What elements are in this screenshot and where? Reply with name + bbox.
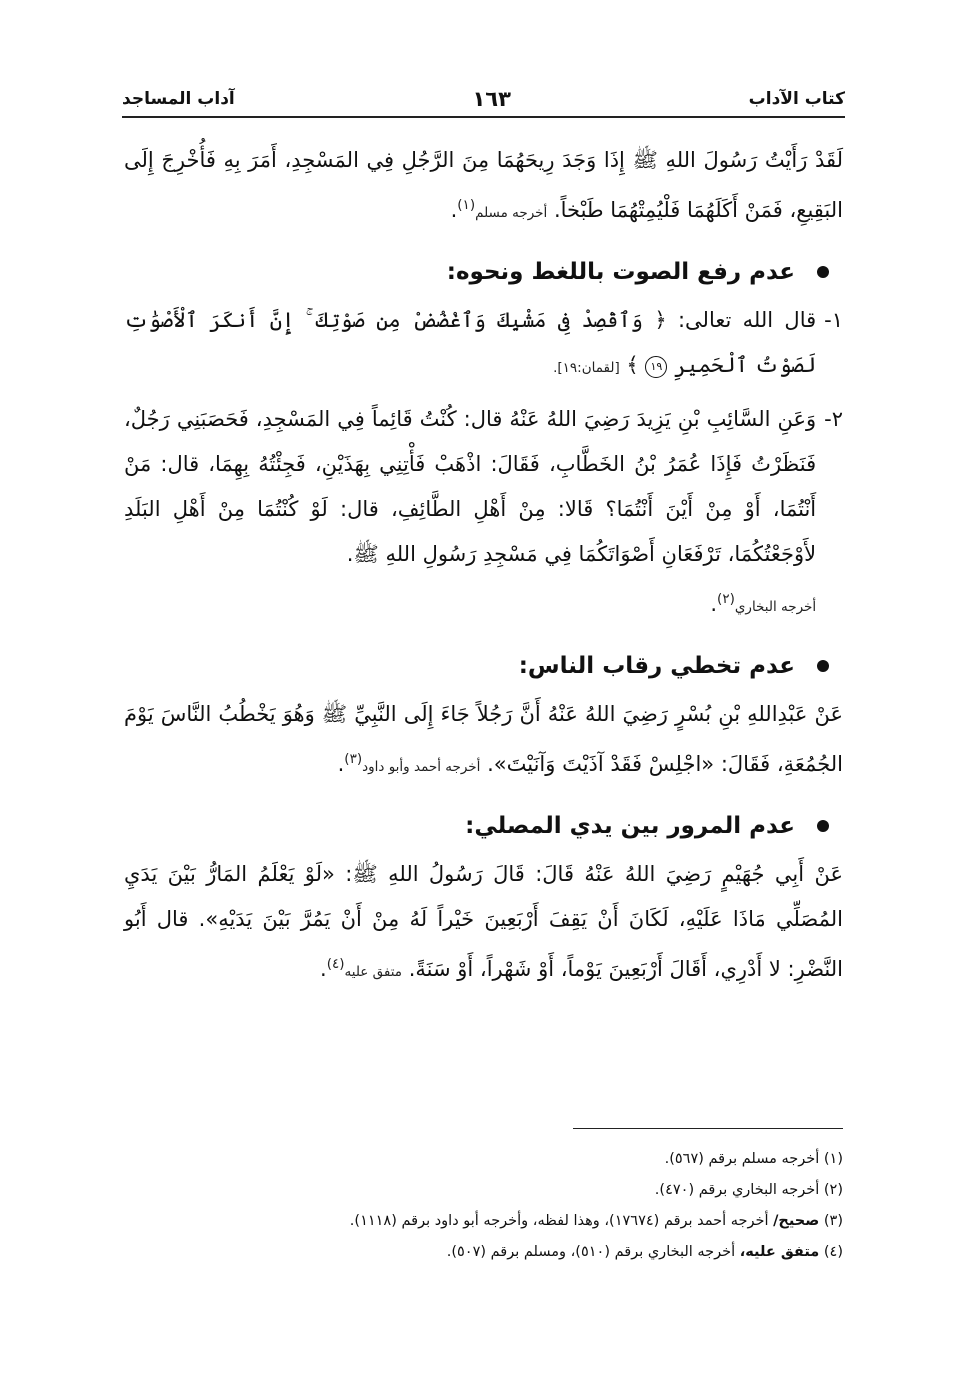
main-text [124, 138, 843, 995]
continued-paragraph: لَقَدْ رَأَيْتُ رَسُولَ اللهِ ﷺ إِذَا وَجَدَ رِيحَهُمَا مِنَ الرَّجُلِ فِي المَسْجِدِ، أَمَرَ بِهِ فَأُخْرِجَ إِلَى البَقِيعِ، فَمَنْ أَكَلَهُمَا فَلْيُمِتْهُمَا طَبْخاً. أخرجه مسلم$^{(١)}$. [124, 148, 843, 222]
footnote: (١) أخرجه مسلم برقم (٥٦٧). [664, 1151, 843, 1167]
footnote-divider [573, 1128, 843, 1129]
ayah-number-icon: ١٩ [645, 356, 667, 378]
source-note: أخرجه مسلم [475, 205, 548, 221]
hadith-paragraph: عَنْ عَبْدِاللهِ بْنِ بُسْرٍ رَضِيَ اللهُ عَنْهُ أَنَّ رَجُلاً جَاءَ إِلَى النَّبِيِّ ﷺ وَهُوَ يَخْطُبُ النَّاسَ يَوْمَ الجُمُعَةِ، فَقَالَ: «اجْلِسْ فَقَدْ آذَيْتَ وَآنَيْتَ». أخرجه أحمد وأبو داود$^{(٣)}$. [124, 702, 843, 776]
source-note: أخرجه البخاري [734, 599, 817, 615]
hadith-paragraph: عَنْ أَبِي جُهَيْمٍ رَضِيَ اللهُ عَنْهُ قَالَ: قَالَ رَسُولُ اللهِ ﷺ: «لَوْ يَعْلَمُ المَارُّ بَيْنَ يَدَيِ المُصَلِّي مَاذَا عَلَيْهِ، لَكَانَ أَنْ يَقِفَ أَرْبَعِينَ خَيْراً لَهُ مِنْ أَنْ يَمُرَّ بَيْنَ يَدَيْهِ». قال أَبُو النَّضْرِ: لا أَدْرِي، أَقَالَ أَرْبَعِينَ يَوْماً، أَوْ شَهْراً، أَوْ سَنَةً. متفق عليه$^{(٤)}$. [124, 862, 843, 981]
item-number: ١- [824, 308, 843, 332]
footnote-ref: (٤) [326, 956, 345, 972]
section-heading-raising-voice: عدم رفع الصوت باللغط ونحوه: [124, 246, 843, 298]
header-divider [122, 116, 845, 118]
header-book-title: كتاب الآداب [748, 89, 845, 109]
bullet-icon [817, 266, 829, 278]
bullet-icon [817, 660, 829, 672]
section-heading-passing-in-front: عدم المرور بين يدي المصلي: [124, 800, 843, 852]
verse-citation: [لقمان:١٩]. [553, 360, 620, 376]
footnote: (٢) أخرجه البخاري برقم (٤٧٠). [654, 1182, 843, 1198]
list-item-hadith-saib: ٢- وَعَنِ السَّائِبِ بْنِ يَزِيدَ رَضِيَ اللهُ عَنْهُ قال: كُنْتُ قَائِماً فِي المَسْجِدِ، فَحَصَبَنِي رَجُلٌ، فَنَظَرْتُ فَإِذَا عُمَرُ بْنُ الخَطَّابِ، فَقَالَ: اذْهَبْ فَأْتِنِي بِهَذَيْنِ، فَجِئْتُهُ بِهِمَا، قال: مَنْ أَنْتُمَا، أَوْ مِنْ أَيْنَ أَنْتُمَا؟ قَالا: مِنْ أَهْلِ الطَّائِفِ، قال: لَوْ كُنْتُمَا مِنْ أَهْلِ البَلَدِ لأَوْجَعْتُكُمَا، تَرْفَعَانِ أَصْوَاتَكُمَا فِي مَسْجِدِ رَسُولِ اللهِ ﷺ. أخرجه البخاري$^{(٢)}$. [124, 397, 843, 630]
item-number: ٢- [824, 407, 843, 431]
footnote: (٣) صحيح/ أخرجه أحمد برقم (١٧٦٧٤)، وهذا لفظه، وأخرجه أبو داود برقم (١١١٨). [349, 1213, 843, 1229]
quran-verse: ﴿ وَٱقْصِدْ فِى مَشْيِكَ وَٱغْضُضْ مِن صَوْتِكَ ۚ إِنَّ أَنكَرَ ٱلْأَصْوَٰتِ لَصَوْتُ ٱلْحَمِيرِ ١٩ ﴾ [124, 308, 817, 377]
footnote: (٤) متفق عليه، أخرجه البخاري برقم (٥١٠)، ومسلم برقم (٥٠٧). [446, 1244, 843, 1260]
header-chapter-title: آداب المساجد [122, 89, 235, 109]
footnote-ref: (٢) [717, 591, 735, 607]
source-note: أخرجه أحمد وأبو داود [362, 759, 481, 775]
list-item-quran-verse: ١- قال الله تعالى: ﴿ وَٱقْصِدْ فِى مَشْيِكَ وَٱغْضُضْ مِن صَوْتِكَ ۚ إِنَّ أَنكَرَ ٱلْأَصْوَٰتِ لَصَوْتُ ٱلْحَمِيرِ ١٩ ﴾ [لقمان:١٩]. [124, 298, 843, 391]
footnotes [124, 1144, 843, 1268]
footnote-ref: (١) [457, 197, 476, 213]
section-heading-stepping-over: عدم تخطي رقاب الناس: [124, 640, 843, 692]
footnote-ref: (٣) [344, 751, 363, 767]
running-header [122, 82, 845, 116]
bullet-icon [817, 820, 829, 832]
page-number: ١٦٣ [472, 87, 511, 111]
source-note: متفق عليه [344, 964, 403, 980]
